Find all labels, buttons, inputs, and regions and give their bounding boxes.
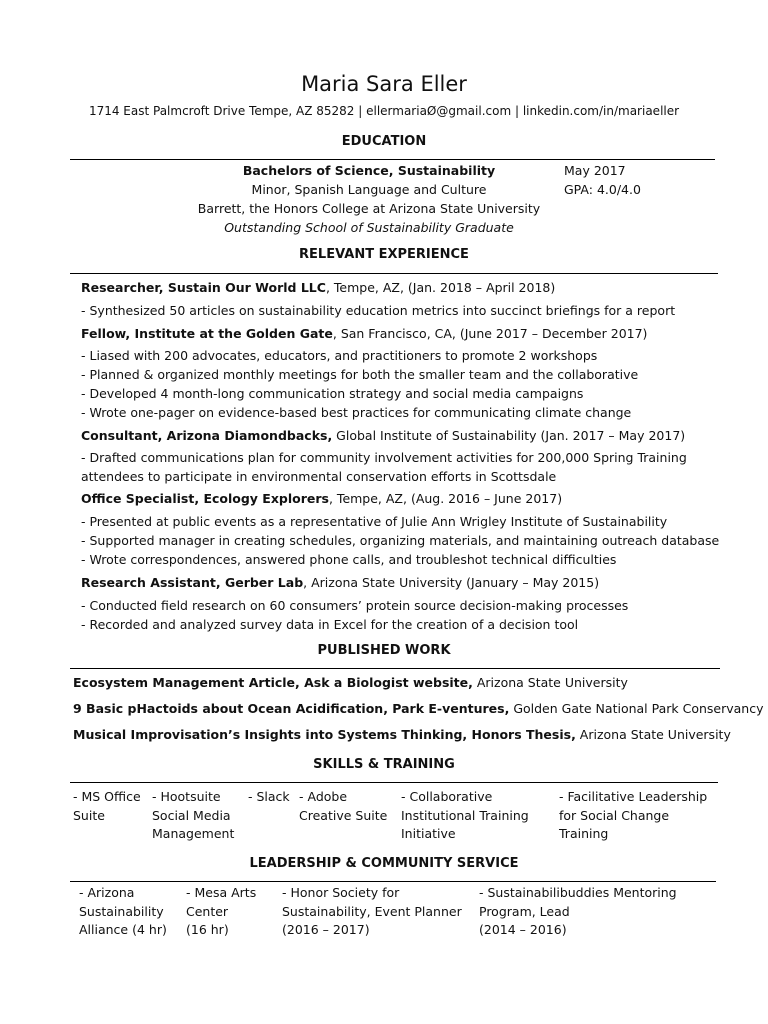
job-role: Consultant, Arizona Diamondbacks, bbox=[81, 428, 333, 443]
skill-item: - Adobe Creative Suite bbox=[299, 789, 388, 823]
job-bullet: - Liased with 200 advocates, educators, and practitioners to promote 2 workshops bbox=[81, 348, 598, 363]
education-gpa: GPA: 4.0/4.0 bbox=[564, 182, 641, 197]
contact-line: 1714 East Palmcroft Drive Tempe, AZ 85282 | ellermariaØ@gmail.com | linkedin.com/in/mariaeller bbox=[88, 104, 680, 118]
job-title-line bbox=[81, 489, 562, 508]
job-role: Researcher, Sustain Our World LLC bbox=[81, 280, 326, 295]
education-college: Barrett, the Honors College at Arizona State University bbox=[197, 201, 541, 216]
published-source: Arizona State University bbox=[472, 675, 628, 690]
leadership-rule bbox=[70, 881, 716, 882]
published-title: Ecosystem Management Article, Ask a Biologist website, bbox=[73, 675, 473, 690]
skill-item: - Hootsuite Social Media Management bbox=[152, 789, 235, 841]
job-detail: , Tempe, AZ, (Jan. 2018 – April 2018) bbox=[325, 280, 556, 295]
job-bullet: attendees to participate in environmental conservation efforts in Scottsdale bbox=[81, 469, 557, 484]
resume-name: Maria Sara Eller bbox=[301, 72, 467, 96]
experience-rule bbox=[70, 273, 718, 274]
skills-rule bbox=[70, 782, 718, 783]
education-heading: EDUCATION bbox=[341, 134, 427, 149]
published-source: Arizona State University bbox=[575, 727, 731, 742]
job-detail: , Tempe, AZ, (Aug. 2016 – June 2017) bbox=[328, 491, 563, 506]
job-title-line bbox=[81, 426, 685, 445]
leadership-item: - Sustainabilibuddies Mentoring Program, Lead (2014 – 2016) bbox=[479, 885, 677, 937]
job-role: Research Assistant bbox=[81, 575, 216, 590]
job-title-line bbox=[81, 324, 647, 343]
job-title-line bbox=[81, 573, 599, 592]
education-rule bbox=[70, 159, 715, 160]
education-honor: Outstanding School of Sustainability Graduate bbox=[224, 220, 514, 235]
published-title: 9 Basic pHactoids about Ocean Acidification, Park E-ventures, bbox=[73, 701, 510, 716]
job-bullet: - Supported manager in creating schedules, organizing materials, and maintaining outreach database bbox=[81, 533, 720, 548]
job-detail: Global Institute of Sustainability (Jan. 2017 – May 2017) bbox=[332, 428, 686, 443]
job-bullet: - Recorded and analyzed survey data in Excel for the creation of a decision tool bbox=[81, 617, 579, 632]
job-title-line bbox=[81, 278, 555, 297]
leadership-item: - Arizona Sustainability Alliance (4 hr) bbox=[79, 885, 167, 937]
education-degree: Bachelors of Science, Sustainability bbox=[242, 163, 496, 178]
job-role: Office Specialist, Ecology Explorers bbox=[81, 491, 329, 506]
job-bullet: - Developed 4 month-long communication strategy and social media campaigns bbox=[81, 386, 584, 401]
job-role: Fellow, Institute at the Golden Gate bbox=[81, 326, 333, 341]
published-title: Musical Improvisation’s Insights into Systems Thinking, Honors Thesis, bbox=[73, 727, 576, 742]
job-bullet: - Synthesized 50 articles on sustainability education metrics into succinct briefings for a report bbox=[81, 303, 676, 318]
skill-item: - Slack bbox=[248, 789, 290, 804]
published-item bbox=[73, 725, 731, 744]
job-bullet: - Planned & organized monthly meetings for both the smaller team and the collaborative bbox=[81, 367, 639, 382]
skill-item: - Collaborative Institutional Training Initiative bbox=[401, 789, 529, 841]
job-bullet: - Wrote correspondences, answered phone calls, and troubleshot technical difficulties bbox=[81, 552, 617, 567]
job-detail: , Arizona State University (January – May 2015) bbox=[303, 575, 600, 590]
leadership-item: - Honor Society for Sustainability, Event Planner (2016 – 2017) bbox=[282, 885, 462, 937]
leadership-item: - Mesa Arts Center (16 hr) bbox=[186, 885, 257, 937]
published-rule bbox=[70, 668, 720, 669]
experience-heading: RELEVANT EXPERIENCE bbox=[299, 247, 469, 262]
job-bullet: - Wrote one-pager on evidence-based best practices for communicating climate change bbox=[81, 405, 632, 420]
leadership-heading: LEADERSHIP & COMMUNITY SERVICE bbox=[249, 856, 519, 871]
education-minor: Minor, Spanish Language and Culture bbox=[251, 182, 487, 197]
job-bullet: - Drafted communications plan for community involvement activities for 200,000 Spring Training bbox=[81, 450, 687, 465]
published-item bbox=[73, 699, 764, 718]
skill-item: - Facilitative Leadership for Social Change Training bbox=[559, 789, 708, 841]
job-role-lab: , Gerber Lab bbox=[215, 575, 304, 590]
published-heading: PUBLISHED WORK bbox=[317, 643, 451, 658]
job-bullet: - Presented at public events as a representative of Julie Ann Wrigley Institute of Sustainability bbox=[81, 514, 668, 529]
skills-heading: SKILLS & TRAINING bbox=[313, 757, 455, 772]
skill-item: - MS Office Suite bbox=[73, 789, 141, 823]
education-date: May 2017 bbox=[564, 163, 626, 178]
published-source: Golden Gate National Park Conservancy bbox=[509, 701, 764, 716]
job-bullet: - Conducted field research on 60 consumers’ protein source decision-making processes bbox=[81, 598, 629, 613]
published-item bbox=[73, 673, 628, 692]
job-detail: , San Francisco, CA, (June 2017 – December 2017) bbox=[332, 326, 648, 341]
